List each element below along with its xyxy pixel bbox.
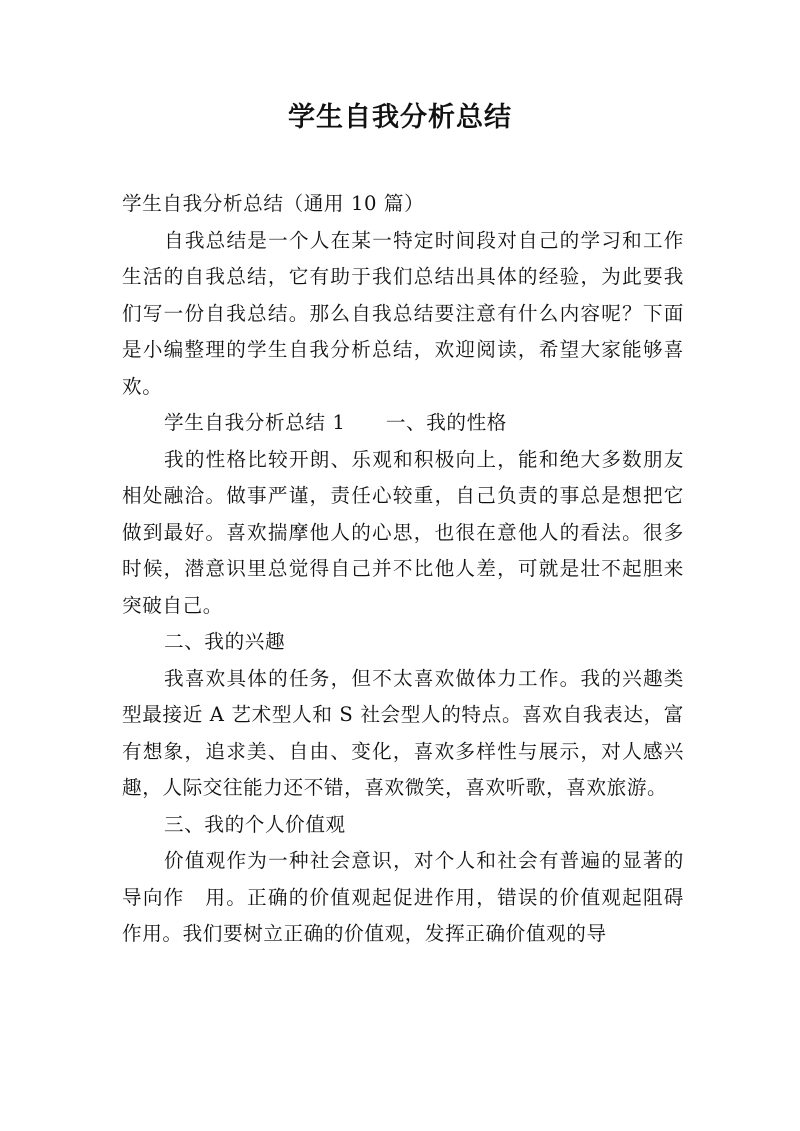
document-body <box>122 186 684 953</box>
intro-paragraph: 自我总结是一个人在某一特定时间段对自己的学习和工作生活的自我总结，它有助于我们总结出具体的经验，为此要我们写一份自我总结。那么自我总结要注意有什么内容呢？下面是小编整理的学生自我分析总结，欢迎阅读，希望大家能够喜欢。 <box>122 228 684 398</box>
section-3-paragraph: 价值观作为一种社会意识，对个人和社会有普遍的显著的导向作 用。正确的价值观起促进作用，错误的价值观起阻碍作用。我们要树立正确的价值观，发挥正确价值观的导 <box>122 849 684 945</box>
document-subtitle: 学生自我分析总结（通用 10 篇） <box>122 192 425 215</box>
section-1-heading: 学生自我分析总结 1 一、我的性格 <box>164 411 507 434</box>
section-3-heading: 三、我的个人价值观 <box>164 812 346 836</box>
document-title: 学生自我分析总结 <box>288 102 512 133</box>
section-2-heading: 二、我的兴趣 <box>164 630 286 653</box>
section-2-paragraph: 我喜欢具体的任务，但不太喜欢做体力工作。我的兴趣类型最接近 A 艺术型人和 S 社会型人的特点。喜欢自我表达，富有想象，追求美、自由、变化，喜欢多样性与展示，对人感兴趣，人际交往能力还不错，喜欢微笑，喜欢听歌，喜欢旅游。 <box>122 666 684 799</box>
section-1-paragraph: 我的性格比较开朗、乐观和积极向上，能和绝大多数朋友相处融洽。做事严谨，责任心较重，自己负责的事总是想把它做到最好。喜欢揣摩他人的心思，也很在意他人的看法。很多时候，潜意识里总觉得自己并不比他人差，可就是壮不起胆来突破自己。 <box>122 447 684 617</box>
